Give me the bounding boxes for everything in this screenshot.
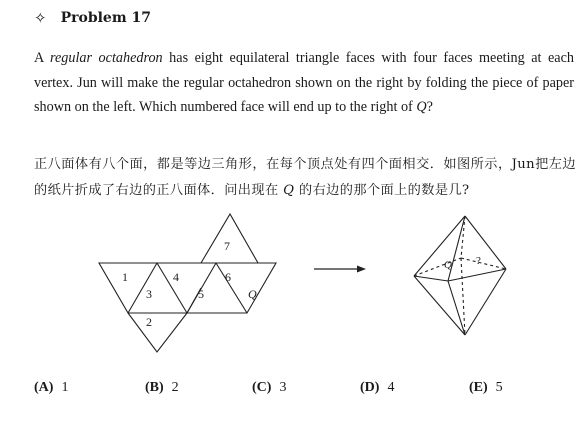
net-face-6: 6 [225,270,231,284]
net-face-1: 1 [122,270,128,284]
net-face-2: 2 [146,315,152,329]
problem-title: Problem 17 [60,10,152,26]
net-face-7: 7 [224,239,230,253]
choice-d[interactable]: (D) 4 [360,380,395,395]
chinese-statement: 正八面体有八个面，都是等边三角形，在每个顶点处有四个面相交．如图所示，Jun把左边的纸片折成了右边的正八面体．问出现在 Q 的右边的那个面上的数是几? [34,157,576,198]
diamond-star-icon: ✧ [34,9,47,27]
choice-c[interactable]: (C) 3 [252,380,287,395]
face-q-ref-zh: Q [283,182,295,198]
net-face-5: 5 [198,287,204,301]
octa-face-q: Q [444,259,452,271]
octahedron-diagram [414,216,506,335]
choice-a[interactable]: (A) 1 [34,380,69,395]
choice-e[interactable]: (E) 5 [469,380,503,395]
net-face-q: Q [248,287,257,301]
choice-b[interactable]: (B) 2 [145,380,179,395]
net-face-4: 4 [173,270,179,284]
term-regular-octahedron: regular octahedron [50,50,163,66]
face-q-ref: Q [416,99,427,115]
fold-arrow [314,266,366,273]
net-face-3: 3 [146,287,152,301]
octa-face-unknown: ? [476,255,481,267]
english-statement: A regular octahedron has eight equilateral triangle faces with four faces meeting at each vertex. Jun will make the regular octahedron shown on the right by folding the piece of paper shown on the left. Which numbered face will end up to the right of Q? [34,50,574,115]
